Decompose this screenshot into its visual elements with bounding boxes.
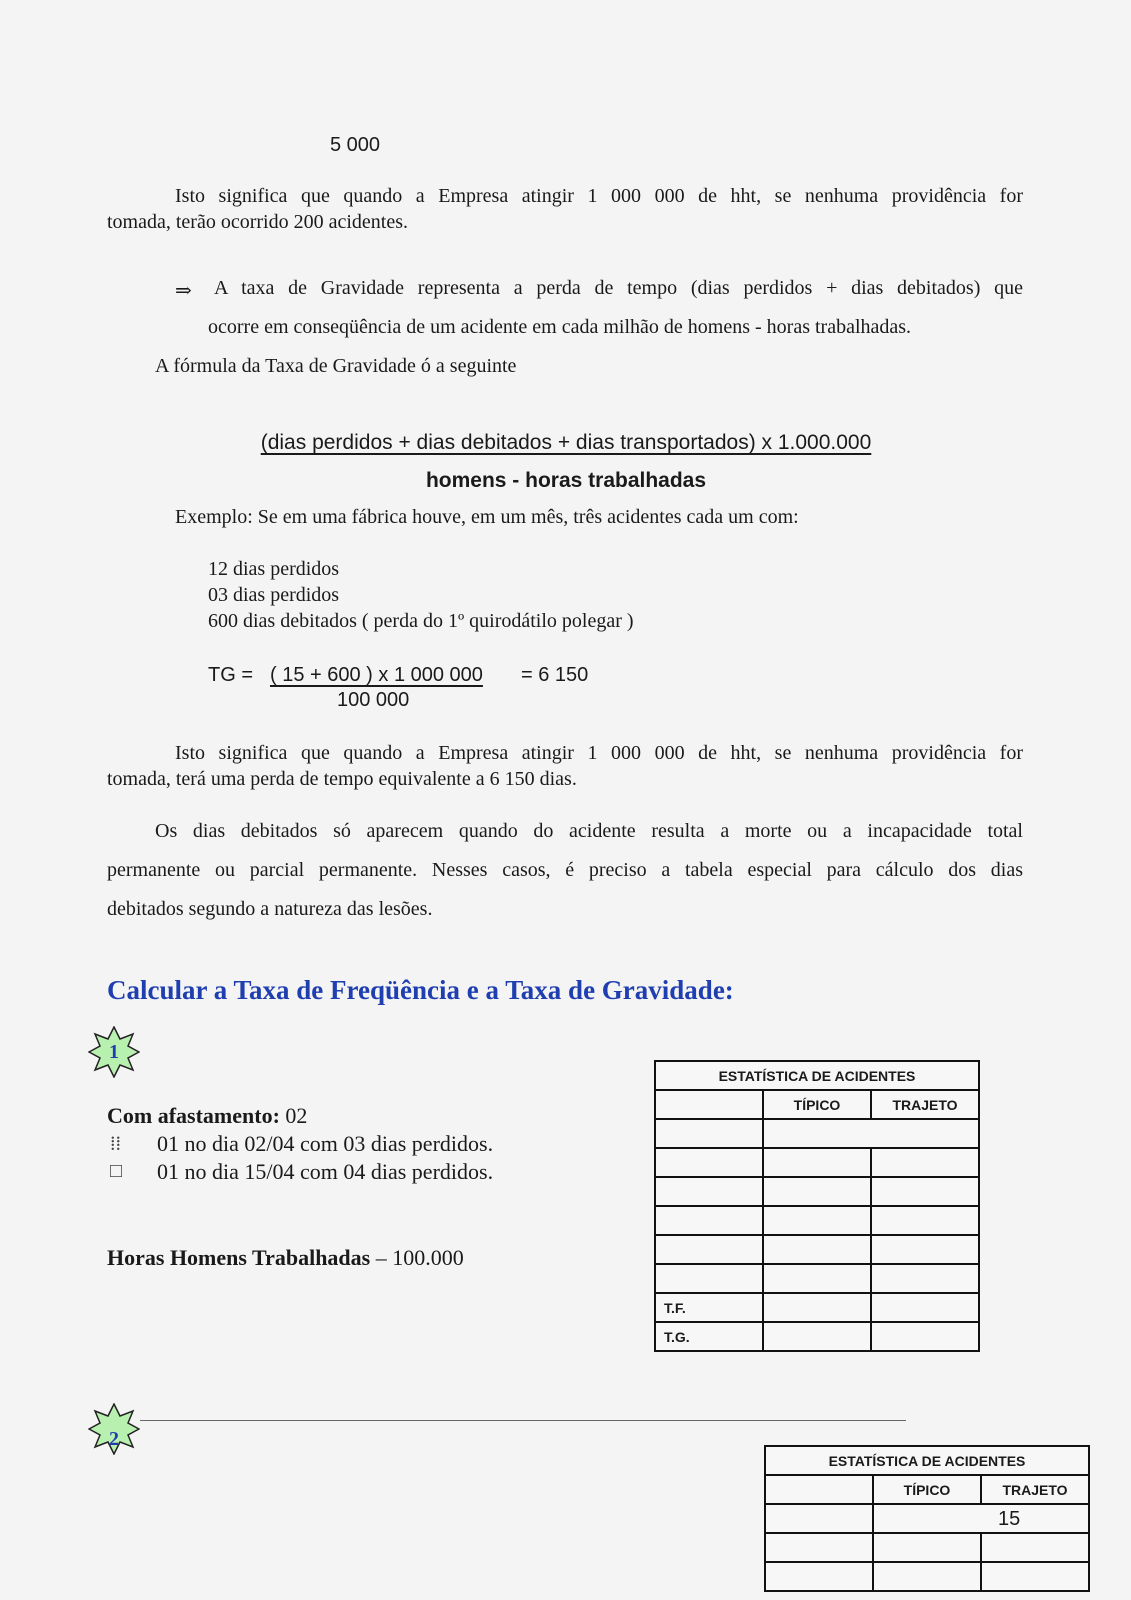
- hht-value: – 100.000: [375, 1245, 464, 1270]
- hht-line: [107, 1245, 464, 1271]
- tf-label: T.F.: [655, 1293, 763, 1322]
- table-row: [655, 1322, 979, 1351]
- table-cell[interactable]: [655, 1119, 763, 1148]
- table-1-empty-header: [655, 1090, 763, 1119]
- table-cell[interactable]: [871, 1177, 979, 1206]
- table-cell[interactable]: [655, 1206, 763, 1235]
- table-cell[interactable]: [765, 1504, 873, 1533]
- tg-row-label: T.G.: [655, 1322, 763, 1351]
- paragraph-1-line-2: tomada, terão ocorrido 200 acidentes.: [107, 211, 408, 233]
- bullet-line-2: ocorre em conseqüência de um acidente em cada milhão de homens - horas trabalhadas.: [208, 316, 912, 338]
- table-1-title: ESTATÍSTICA DE ACIDENTES: [655, 1061, 979, 1090]
- paragraph-3-line-2: permanente ou parcial permanente. Nesses casos, é preciso a tabela especial para cálculo dos dias: [107, 859, 1023, 881]
- bullet-marker-icon: ⁞⁞: [110, 1133, 122, 1155]
- table-row: [655, 1264, 979, 1293]
- tg-label: TG =: [208, 664, 254, 686]
- paragraph-1-line-1: Isto significa que quando a Empresa atingir 1 000 000 de hht, se nenhuma providência for: [175, 185, 1023, 207]
- table-cell[interactable]: [871, 1235, 979, 1264]
- divider-line: [140, 1420, 906, 1421]
- table-cell[interactable]: [871, 1293, 979, 1322]
- example-intro: Exemplo: Se em uma fábrica houve, em um mês, três acidentes cada um com:: [175, 506, 799, 528]
- table-row: [655, 1293, 979, 1322]
- table-row: [655, 1235, 979, 1264]
- table-cell[interactable]: [763, 1235, 871, 1264]
- bullet-line-1: A taxa de Gravidade representa a perda de tempo (dias perdidos + dias debitados) que: [214, 277, 1023, 299]
- table-cell[interactable]: [763, 1264, 871, 1293]
- table-row: [765, 1504, 1089, 1533]
- exercise-2-number: 2: [109, 1427, 119, 1450]
- table-cell[interactable]: [655, 1235, 763, 1264]
- example-item: 600 dias debitados ( perda do 1º quirodátilo polegar ): [208, 610, 634, 632]
- table-cell[interactable]: [655, 1148, 763, 1177]
- afastamento-label: Com afastamento:: [107, 1103, 280, 1128]
- paragraph-3-line-3: debitados segundo a natureza das lesões.: [107, 898, 433, 920]
- example-item: 03 dias perdidos: [208, 584, 340, 606]
- afastamento-line: [107, 1103, 307, 1129]
- paragraph-2-line-2: tomada, terá uma perda de tempo equivalente a 6 150 dias.: [107, 768, 577, 790]
- table-cell[interactable]: [873, 1562, 981, 1591]
- table-cell[interactable]: [871, 1264, 979, 1293]
- table-cell[interactable]: [763, 1293, 871, 1322]
- arrow-icon: ⇒: [175, 280, 192, 302]
- table-cell[interactable]: [763, 1177, 871, 1206]
- exercise-1-number: 1: [109, 1040, 119, 1063]
- table-2-col-trajeto: TRAJETO: [981, 1475, 1089, 1504]
- table-row: [765, 1533, 1089, 1562]
- table-cell[interactable]: [763, 1322, 871, 1351]
- afastamento-value: 02: [285, 1103, 308, 1128]
- table-cell[interactable]: [873, 1504, 1089, 1533]
- table-cell[interactable]: [871, 1322, 979, 1351]
- statistics-table-1: [654, 1060, 980, 1352]
- table-cell[interactable]: [873, 1533, 981, 1562]
- table-cell[interactable]: [763, 1148, 871, 1177]
- section-title: Calcular a Taxa de Freqüência e a Taxa de Gravidade:: [107, 975, 734, 1005]
- top-denominator: 5 000: [330, 134, 381, 156]
- formula-numerator: (dias perdidos + dias debitados + dias transportados) x 1.000.000: [260, 431, 872, 454]
- table-cell[interactable]: [763, 1119, 979, 1148]
- exercise-2-star-icon: [88, 1403, 140, 1455]
- tg-denominator: 100 000: [337, 689, 410, 711]
- table-row: [765, 1562, 1089, 1591]
- formula-denominator: homens - horas trabalhadas: [425, 469, 707, 492]
- hht-label: Horas Homens Trabalhadas: [107, 1245, 371, 1270]
- checkbox-icon: □: [110, 1160, 123, 1182]
- exercise-1-item: 01 no dia 15/04 com 04 dias perdidos.: [157, 1159, 494, 1184]
- table-2-title: ESTATÍSTICA DE ACIDENTES: [765, 1446, 1089, 1475]
- table-row: [655, 1177, 979, 1206]
- table-cell[interactable]: [871, 1148, 979, 1177]
- table-cell[interactable]: [765, 1562, 873, 1591]
- table-1-col-tipico: TÍPICO: [763, 1090, 871, 1119]
- example-item: 12 dias perdidos: [208, 558, 340, 580]
- table-cell[interactable]: [981, 1562, 1089, 1591]
- table-cell[interactable]: [763, 1206, 871, 1235]
- table-row: [655, 1148, 979, 1177]
- exercise-1-star-icon: [88, 1026, 140, 1078]
- table-cell[interactable]: [765, 1533, 873, 1562]
- table-2-col-tipico: TÍPICO: [873, 1475, 981, 1504]
- table-cell[interactable]: [981, 1533, 1089, 1562]
- table-2-empty-header: [765, 1475, 873, 1504]
- table-cell[interactable]: [655, 1264, 763, 1293]
- table-cell[interactable]: [655, 1177, 763, 1206]
- table-row: [655, 1206, 979, 1235]
- statistics-table-2: [764, 1445, 1090, 1592]
- page-number: 15: [998, 1508, 1021, 1530]
- formula-intro: A fórmula da Taxa de Gravidade ó a seguinte: [155, 355, 517, 377]
- table-1-col-trajeto: TRAJETO: [871, 1090, 979, 1119]
- tg-result: = 6 150: [521, 664, 589, 686]
- tg-numerator: ( 15 + 600 ) x 1 000 000: [270, 664, 483, 686]
- table-cell[interactable]: [871, 1206, 979, 1235]
- table-row: [655, 1119, 979, 1148]
- paragraph-2-line-1: Isto significa que quando a Empresa atingir 1 000 000 de hht, se nenhuma providência for: [175, 742, 1023, 764]
- paragraph-3-line-1: Os dias debitados só aparecem quando do acidente resulta a morte ou a incapacidade total: [155, 820, 1023, 842]
- exercise-1-item: 01 no dia 02/04 com 03 dias perdidos.: [157, 1131, 494, 1156]
